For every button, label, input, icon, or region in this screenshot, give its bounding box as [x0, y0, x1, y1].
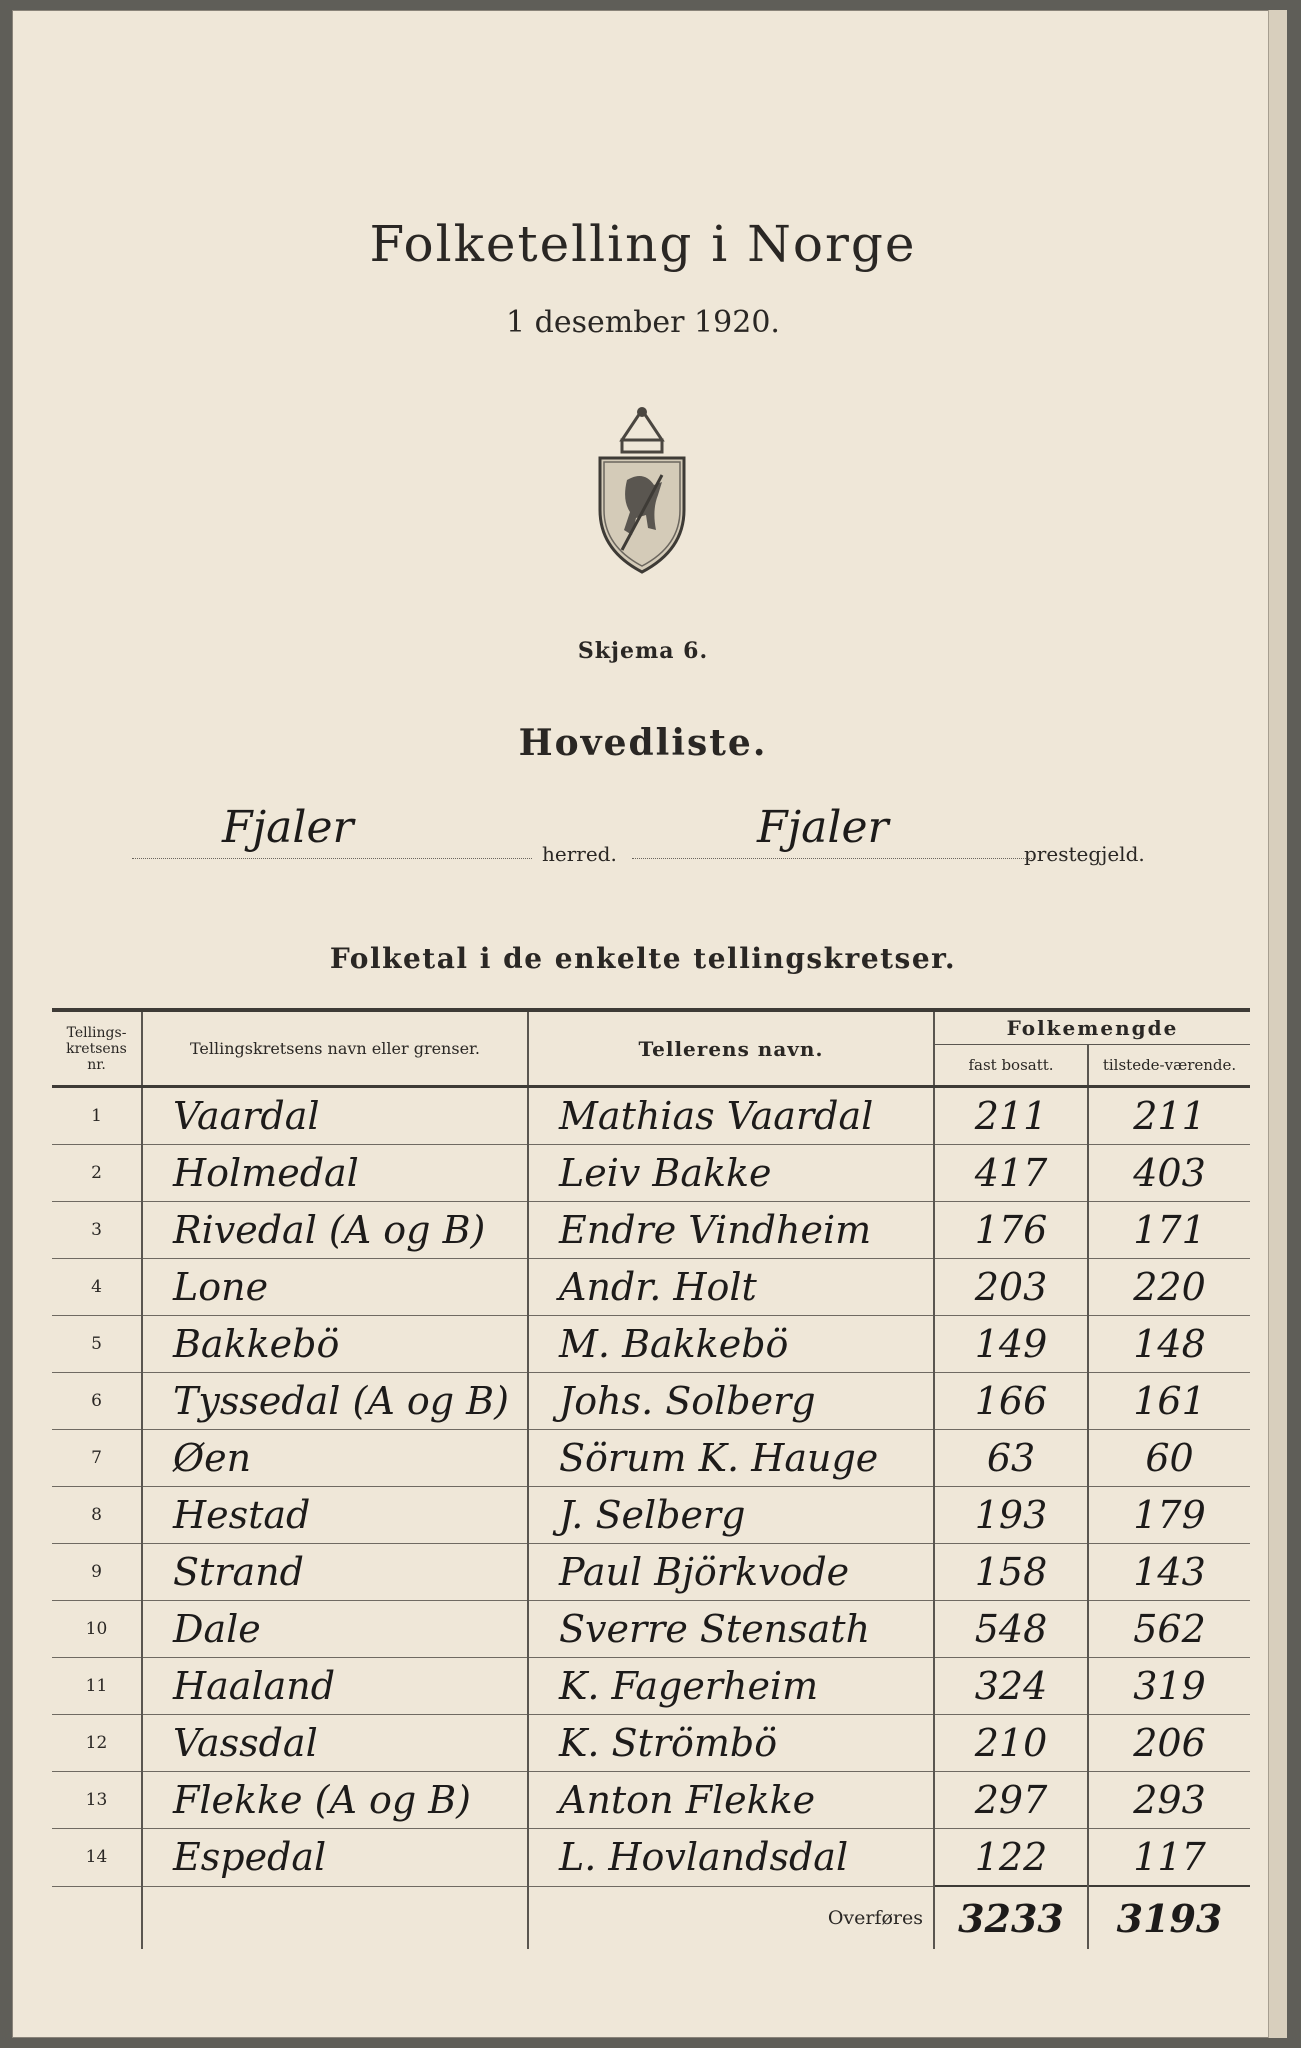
fast-bosatt-value: 211: [934, 1087, 1088, 1145]
table-row: [52, 1658, 1250, 1715]
row-nr: 11: [52, 1658, 142, 1715]
district-name: Haaland: [142, 1658, 528, 1715]
census-date: 1 desember 1920.: [506, 305, 780, 340]
row-nr: 3: [52, 1202, 142, 1259]
table-row: [52, 1430, 1250, 1487]
tilstede-value: 60: [1088, 1430, 1250, 1487]
fast-bosatt-value: 166: [934, 1373, 1088, 1430]
prestegjeld-value: Fjaler: [757, 802, 889, 853]
district-name: Tyssedal (A og B): [142, 1373, 528, 1430]
row-nr: 6: [52, 1373, 142, 1430]
district-name: Vaardal: [142, 1087, 528, 1145]
table-row: [52, 1601, 1250, 1658]
teller-name: K. Strömbö: [528, 1715, 934, 1772]
total-label: Overføres: [528, 1886, 934, 1949]
teller-name: M. Bakkebö: [528, 1316, 934, 1373]
form-title: Folketelling i Norge: [369, 215, 917, 273]
tilstede-value: 117: [1088, 1829, 1250, 1887]
tilstede-value: 403: [1088, 1145, 1250, 1202]
header-tilstedevaerende: tilstede-værende.: [1088, 1045, 1250, 1087]
tilstede-value: 179: [1088, 1487, 1250, 1544]
coat-of-arms-icon: [592, 400, 692, 580]
table-row: [52, 1145, 1250, 1202]
header-nr: Tellings-kretsens nr.: [52, 1010, 142, 1087]
district-name: Rivedal (A og B): [142, 1202, 528, 1259]
teller-name: Leiv Bakke: [528, 1145, 934, 1202]
tilstede-value: 143: [1088, 1544, 1250, 1601]
herred-label: herred.: [542, 842, 617, 866]
table-row: [52, 1772, 1250, 1829]
fast-bosatt-value: 63: [934, 1430, 1088, 1487]
table-row: [52, 1487, 1250, 1544]
fast-bosatt-value: 122: [934, 1829, 1088, 1887]
table-row: [52, 1829, 1250, 1887]
district-name: Øen: [142, 1430, 528, 1487]
total-tilstede: 3193: [1088, 1886, 1250, 1949]
table-row: [52, 1316, 1250, 1373]
table-row: [52, 1373, 1250, 1430]
teller-name: Anton Flekke: [528, 1772, 934, 1829]
row-nr: 14: [52, 1829, 142, 1887]
prestegjeld-label: prestegjeld.: [1024, 842, 1145, 866]
district-name: Hestad: [142, 1487, 528, 1544]
table-title: Folketal i de enkelte tellingskretser.: [329, 942, 957, 975]
teller-name: Andr. Holt: [528, 1259, 934, 1316]
district-name: Strand: [142, 1544, 528, 1601]
district-name: Lone: [142, 1259, 528, 1316]
table-row: [52, 1087, 1250, 1145]
teller-name: Paul Björkvode: [528, 1544, 934, 1601]
table-row: [52, 1544, 1250, 1601]
prestegjeld-fill-line: [632, 858, 1032, 859]
table-row: [52, 1259, 1250, 1316]
row-nr: 9: [52, 1544, 142, 1601]
row-nr: 7: [52, 1430, 142, 1487]
district-name: Espedal: [142, 1829, 528, 1887]
teller-name: L. Hovlandsdal: [528, 1829, 934, 1887]
teller-name: Sörum K. Hauge: [528, 1430, 934, 1487]
district-name: Bakkebö: [142, 1316, 528, 1373]
tilstede-value: 319: [1088, 1658, 1250, 1715]
fast-bosatt-value: 297: [934, 1772, 1088, 1829]
tilstede-value: 562: [1088, 1601, 1250, 1658]
fast-bosatt-value: 149: [934, 1316, 1088, 1373]
district-name: Vassdal: [142, 1715, 528, 1772]
fast-bosatt-value: 324: [934, 1658, 1088, 1715]
herred-value: Fjaler: [222, 802, 354, 853]
tilstede-value: 220: [1088, 1259, 1250, 1316]
row-nr: 2: [52, 1145, 142, 1202]
row-nr: 10: [52, 1601, 142, 1658]
row-nr: 13: [52, 1772, 142, 1829]
herred-fill-line: [132, 858, 532, 859]
tilstede-value: 148: [1088, 1316, 1250, 1373]
total-fast-bosatt: 3233: [934, 1886, 1088, 1949]
teller-name: J. Selberg: [528, 1487, 934, 1544]
header-fast-bosatt: fast bosatt.: [934, 1045, 1088, 1087]
teller-name: Sverre Stensath: [528, 1601, 934, 1658]
row-nr: 12: [52, 1715, 142, 1772]
list-title: Hovedliste.: [518, 722, 768, 764]
page-edge: [1268, 10, 1287, 2038]
teller-name: Endre Vindheim: [528, 1202, 934, 1259]
fast-bosatt-value: 203: [934, 1259, 1088, 1316]
row-nr: 1: [52, 1087, 142, 1145]
teller-name: Mathias Vaardal: [528, 1087, 934, 1145]
tilstede-value: 211: [1088, 1087, 1250, 1145]
header-district-name: Tellingskretsens navn eller grenser.: [142, 1010, 528, 1087]
row-nr: 4: [52, 1259, 142, 1316]
teller-name: Johs. Solberg: [528, 1373, 934, 1430]
row-nr: 5: [52, 1316, 142, 1373]
district-name: Flekke (A og B): [142, 1772, 528, 1829]
fast-bosatt-value: 193: [934, 1487, 1088, 1544]
header-population: Folkemengde: [934, 1010, 1250, 1045]
total-spacer: [142, 1886, 528, 1949]
teller-name: K. Fagerheim: [528, 1658, 934, 1715]
schema-number: Skjema 6.: [577, 638, 709, 664]
tilstede-value: 171: [1088, 1202, 1250, 1259]
table-row: [52, 1715, 1250, 1772]
tilstede-value: 161: [1088, 1373, 1250, 1430]
district-name: Dale: [142, 1601, 528, 1658]
fast-bosatt-value: 158: [934, 1544, 1088, 1601]
total-spacer: [52, 1886, 142, 1949]
header-teller-name: Tellerens navn.: [528, 1010, 934, 1087]
district-name: Holmedal: [142, 1145, 528, 1202]
fast-bosatt-value: 548: [934, 1601, 1088, 1658]
row-nr: 8: [52, 1487, 142, 1544]
tilstede-value: 293: [1088, 1772, 1250, 1829]
tilstede-value: 206: [1088, 1715, 1250, 1772]
census-districts-table: [52, 1008, 1250, 1949]
table-row: [52, 1202, 1250, 1259]
fast-bosatt-value: 210: [934, 1715, 1088, 1772]
census-form-page: [12, 10, 1274, 2038]
fast-bosatt-value: 176: [934, 1202, 1088, 1259]
fast-bosatt-value: 417: [934, 1145, 1088, 1202]
total-row: [52, 1886, 1250, 1949]
